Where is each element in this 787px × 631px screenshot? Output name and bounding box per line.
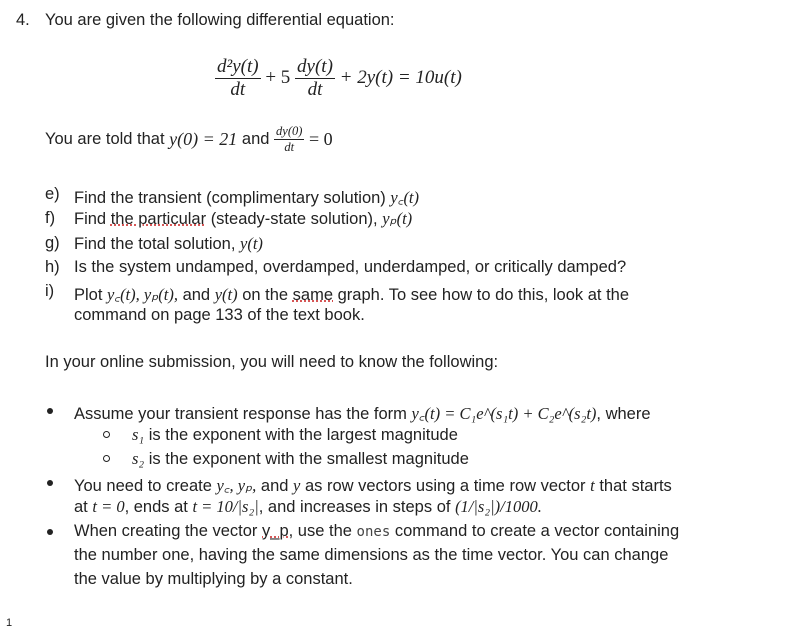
bullet-2-text-d: that starts	[599, 477, 672, 495]
bullet-2-line2	[74, 497, 542, 517]
part-f-text-b: (steady-state solution),	[210, 210, 378, 228]
bullet-1-math: y꜀(t) = C₁e^(s₁t) + C₂e^(s₂t)	[411, 404, 597, 423]
part-e-text: Find the transient (complimentary solution)	[74, 189, 386, 207]
part-i-label: i)	[45, 282, 55, 300]
dy0-denominator: dt	[284, 140, 295, 154]
part-i-math2: y(t)	[214, 285, 238, 304]
bullet-dot-2	[47, 480, 53, 486]
term1-numerator: d²y(t)	[217, 56, 259, 77]
part-e-label: e)	[45, 185, 60, 203]
part-h-text: Is the system undamped, overdamped, underdamped, or critically damped?	[74, 258, 627, 276]
bullet-2-math1: y꜀, yₚ,	[216, 476, 257, 495]
bullet-1-text-a: Assume your transient response has the form	[74, 405, 407, 423]
sub-bullet-2-text: is the exponent with the smallest magnitude	[148, 450, 469, 468]
part-i-text-a: Plot	[74, 286, 103, 304]
part-g-math: y(t)	[240, 234, 263, 253]
bullet-2-math3: t	[590, 476, 595, 495]
part-i-math: y꜀(t), yₚ(t),	[107, 285, 178, 304]
bullet-2-math4: t = 0	[92, 497, 125, 516]
bullet-3-text-c: command to create a vector containing	[394, 522, 680, 540]
bullet-2-text-c: as row vectors using a time row vector	[304, 477, 586, 495]
bullet-1-text-b: , where	[596, 405, 651, 423]
problem-intro: You are given the following differential equation:	[45, 11, 395, 29]
sub-bullet-1	[132, 425, 458, 445]
bullet-2-line2-a: at	[74, 498, 88, 516]
part-i-line2: command on page 133 of the text book.	[74, 306, 365, 324]
bullet-2-line2-b: , ends at	[124, 498, 188, 516]
initial-conditions	[45, 124, 333, 155]
part-g	[74, 234, 263, 254]
initial-prefix: You are told that	[45, 130, 165, 148]
online-intro: In your online submission, you will need to know the following:	[45, 353, 499, 371]
initial-and: and	[241, 130, 270, 148]
part-i-squiggle: same	[292, 286, 334, 304]
sub-bullet-circle-1	[103, 431, 110, 438]
sub-bullet-2	[132, 449, 469, 469]
dy0-numerator: dy(0)	[276, 124, 303, 138]
ones-code: ones	[356, 524, 391, 540]
term2-denominator: dt	[307, 79, 323, 100]
part-f	[74, 209, 412, 229]
bullet-dot-1	[47, 408, 53, 414]
bullet-2-math6: (1/|s₂|)/1000.	[455, 497, 542, 516]
initial-eq: = 0	[308, 129, 333, 149]
equation-rest: + 2y(t) = 10u(t)	[339, 66, 462, 88]
sub-bullet-circle-2	[103, 455, 110, 462]
bullet-2-line1	[74, 473, 672, 496]
part-f-math: yₚ(t)	[382, 209, 413, 228]
part-g-text: Find the total solution,	[74, 235, 236, 253]
bullet-2-math5: t = 10/|s₂|	[192, 497, 259, 516]
part-i-text-c: on the	[242, 286, 289, 304]
part-i	[74, 282, 629, 305]
part-i-text-d: graph. To see how to do this, look at the	[337, 286, 630, 304]
bullet-3-text-b: , use the	[288, 522, 352, 540]
differential-equation	[215, 56, 462, 101]
page-number: 1	[6, 617, 13, 629]
part-f-squiggle: the particular	[110, 210, 207, 228]
bullet-3-line3: the value by multiplying by a constant.	[74, 570, 353, 588]
sub-bullet-1-var: s₁	[132, 425, 145, 444]
bullet-2-math2: y	[293, 476, 301, 495]
term1-denominator: dt	[230, 79, 246, 100]
part-f-text-a: Find	[74, 210, 107, 228]
bullet-2-text-a: You need to create	[74, 477, 212, 495]
initial-y0: y(0) = 21	[169, 129, 238, 149]
bullet-3-line1	[74, 522, 679, 541]
term2-numerator: dy(t)	[297, 56, 333, 77]
plus-five: + 5	[265, 66, 291, 88]
part-g-label: g)	[45, 234, 60, 252]
part-f-label: f)	[45, 209, 56, 227]
part-e-math: y꜀(t)	[390, 188, 420, 207]
bullet-3-line2: the number one, having the same dimensions as the time vector. You can change	[74, 546, 669, 564]
part-i-text-b: and	[182, 286, 211, 304]
part-h-label: h)	[45, 258, 60, 276]
sub-bullet-2-var: s₂	[132, 449, 145, 468]
part-e	[74, 185, 419, 208]
sub-bullet-1-text: is the exponent with the largest magnitude	[148, 426, 458, 444]
bullet-2-line2-c: , and increases in steps of	[258, 498, 451, 516]
bullet-dot-3	[47, 529, 53, 535]
bullet-2-text-b: and	[260, 477, 289, 495]
bullet-1	[74, 401, 651, 424]
bullet-3-text-a: When creating the vector	[74, 522, 258, 540]
problem-number: 4.	[16, 11, 30, 29]
bullet-3-var: y_p	[262, 522, 289, 540]
